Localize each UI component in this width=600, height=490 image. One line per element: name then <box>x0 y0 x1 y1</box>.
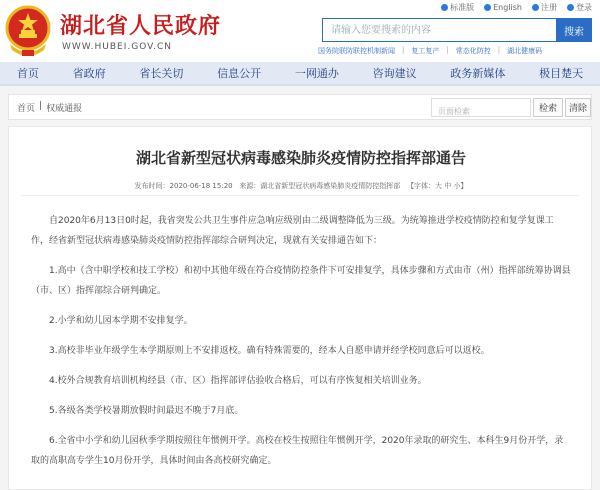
font-size-prefix: 【字体： <box>407 182 435 190</box>
quick-links <box>318 46 542 56</box>
page-search-button[interactable]: 检索 <box>533 98 563 117</box>
site-url: WWW.HUBEI.GOV.CN <box>62 42 173 52</box>
nav-item-government[interactable]: 省政府 <box>72 67 106 80</box>
article-paragraph: 1.高中（含中职学校和技工学校）和初中其他年级在符合疫情防控条件下可安排复学，具体步骤和方式由市（州）指挥部统筹协调县（市、区）指挥部综合研判确定。 <box>31 266 571 296</box>
site-search-button[interactable]: 搜索 <box>556 18 592 42</box>
site-search-input[interactable] <box>323 19 555 41</box>
nav-item-home[interactable]: 首页 <box>16 67 39 80</box>
quick-link-prevention[interactable]: 常态化防控 <box>455 47 491 55</box>
quick-link-health-code[interactable]: 湖北健康码 <box>507 47 543 55</box>
national-emblem-icon <box>4 4 52 58</box>
user-add-icon <box>532 4 539 11</box>
page-search-input[interactable] <box>432 103 530 120</box>
site-header <box>0 0 600 62</box>
page-search <box>431 98 531 117</box>
top-link-register[interactable]: 注册 <box>532 2 557 13</box>
article-paragraph: 2.小学和幼儿园本学期不安排复学。 <box>49 316 193 326</box>
globe-icon <box>484 4 491 11</box>
top-link-login[interactable]: 登录 <box>567 2 592 13</box>
breadcrumb <box>17 101 82 114</box>
article-paragraph: 4.校外合规教育培训机构经县（市、区）指挥部评估验收合格后，可以有序恢复相关培训业务。 <box>49 376 427 386</box>
nav-item-jimu[interactable]: 极目楚天 <box>539 67 584 80</box>
article-paragraph: 自2020年6月13日0时起，我省突发公共卫生事件应急响应级别由二级调整降低为三级。为统筹推进学校疫情防控和复学复课工作，经省新型冠状病毒感染肺炎疫情防控指挥部综合研判决定，现就有关安排通告如下： <box>31 216 554 246</box>
font-size-small[interactable]: 小 <box>453 182 461 190</box>
font-size-large[interactable]: 大 <box>435 182 442 190</box>
breadcrumb-bar <box>8 94 592 120</box>
font-size-medium[interactable]: 中 <box>444 182 452 190</box>
user-icon <box>567 4 574 11</box>
breadcrumb-home[interactable]: 首页 <box>17 104 36 114</box>
article-source: 来源：湖北省新型冠状病毒感染肺炎疫情防控指挥部 <box>239 182 401 190</box>
top-links <box>441 2 592 13</box>
article <box>8 126 592 490</box>
article-meta <box>9 181 593 191</box>
main-nav <box>0 62 600 86</box>
page-clear-button[interactable]: 清除 <box>565 98 591 117</box>
nav-item-governor[interactable]: 省长关切 <box>139 67 184 80</box>
nav-item-services[interactable]: 一网通办 <box>294 67 339 80</box>
quick-link-state-council[interactable]: 国务院联防联控机制新闻 <box>318 47 395 55</box>
meta-divider <box>21 195 579 196</box>
top-link-standard[interactable]: 标准版 <box>441 2 474 13</box>
article-paragraph: 5.各级各类学校暑期放假时间最迟不晚于7月底。 <box>49 406 244 416</box>
nav-item-consultation[interactable]: 咨询建议 <box>372 67 417 80</box>
quick-link-separator: | <box>497 46 501 54</box>
quick-link-separator: | <box>446 46 449 54</box>
quick-link-separator: | <box>402 46 405 54</box>
site-search <box>322 18 592 42</box>
font-size-suffix: 】 <box>460 182 468 190</box>
site-title[interactable]: 湖北省人民政府 <box>60 14 222 39</box>
top-link-english[interactable]: English <box>484 2 522 13</box>
publish-date: 发布时间：2020-06-18 15:20 <box>134 182 233 190</box>
article-paragraph: 3.高校非毕业年级学生本学期原则上不安排返校。确有特殊需要的，经本人自愿申请并经学校同意后可以返校。 <box>49 346 490 356</box>
standard-version-icon <box>441 4 448 11</box>
breadcrumb-section[interactable]: 权威通报 <box>46 104 83 114</box>
nav-item-new-media[interactable]: 政务新媒体 <box>450 67 506 80</box>
quick-link-resumption[interactable]: 复工复产 <box>411 47 440 55</box>
article-body <box>31 211 571 481</box>
article-paragraph: 6.全省中小学和幼儿园秋季学期按照往年惯例开学。高校在校生按照往年惯例开学，2020年录取的研究生、本科生9月份开学，录取的高职高专学生10月份开学，具体时间由各高校研究确定。 <box>31 436 564 466</box>
article-title: 湖北省新型冠状病毒感染肺炎疫情防控指挥部通告 <box>135 149 466 167</box>
breadcrumb-separator: | <box>39 101 43 111</box>
nav-item-disclosure[interactable]: 信息公开 <box>217 67 262 80</box>
